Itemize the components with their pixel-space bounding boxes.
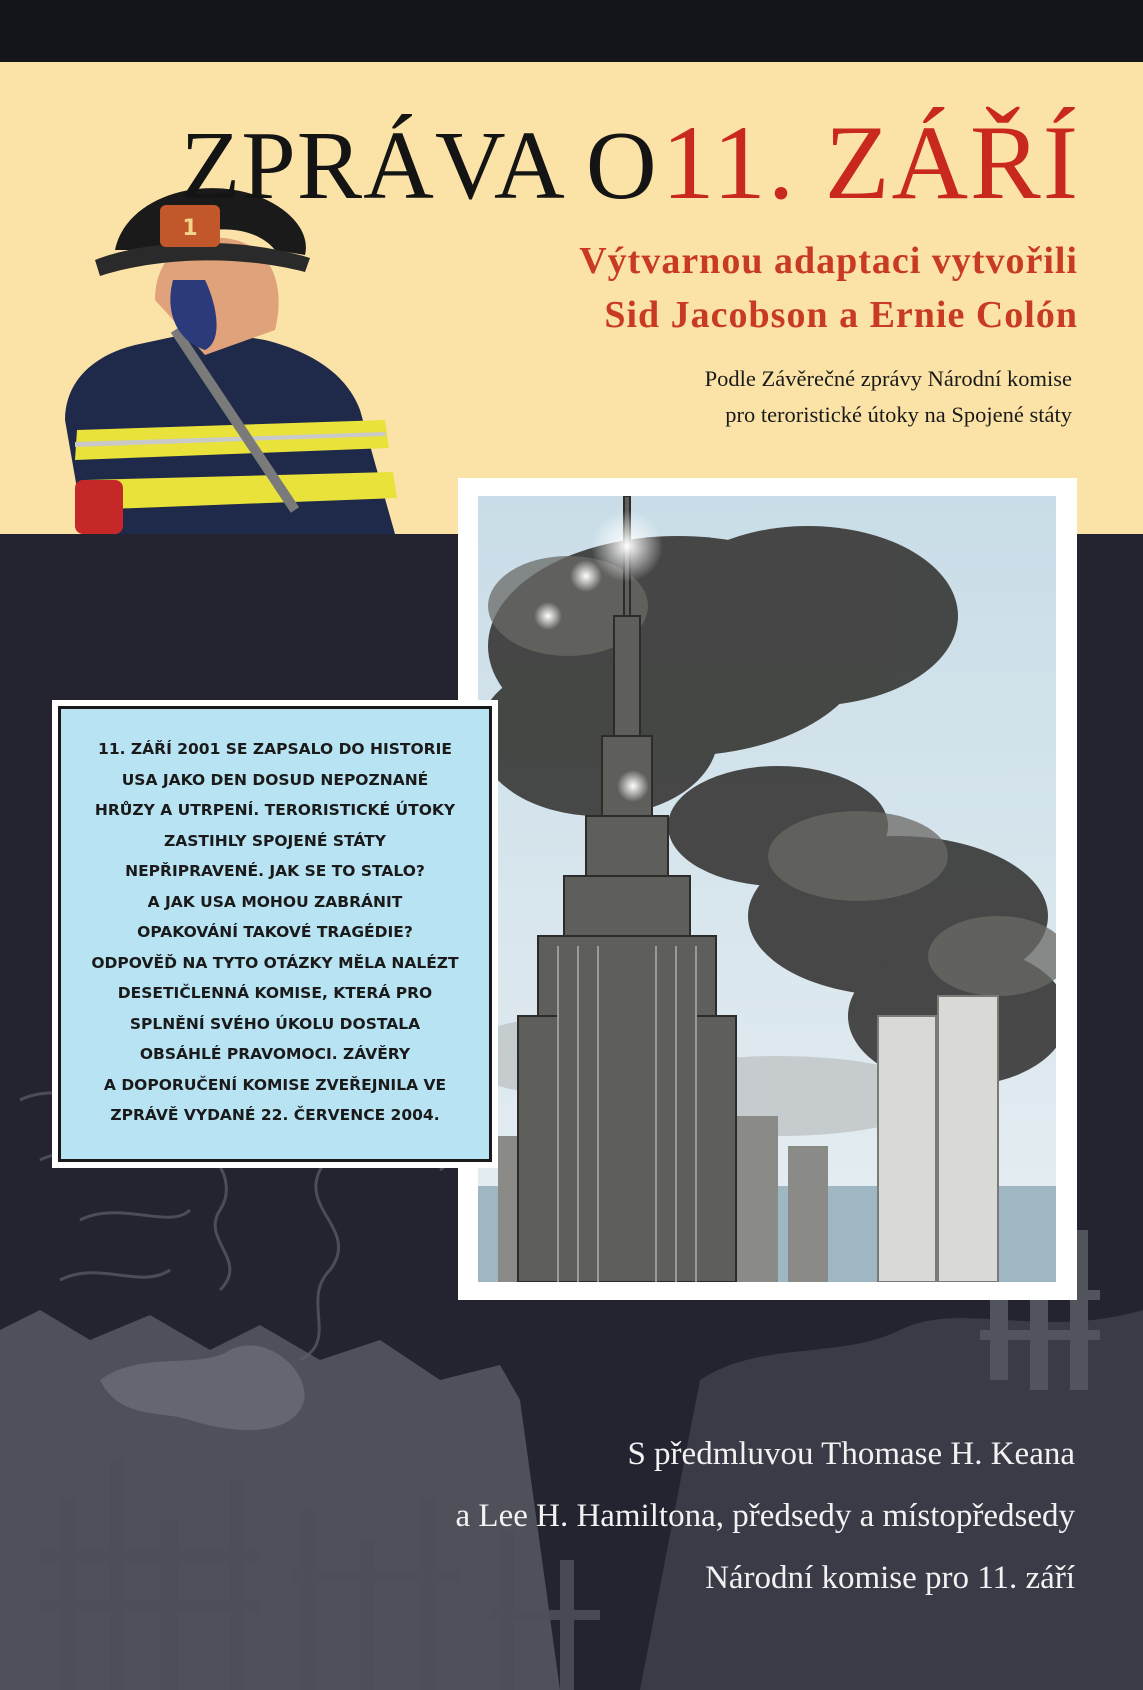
caption-line: DESETIČLENNÁ KOMISE, KTERÁ PRO [117,984,433,1002]
caption-line: NEPŘIPRAVENÉ. JAK SE TO STALO? [125,862,425,880]
foreword-line-2: a Lee H. Hamiltona, předsedy a místopředsedy [455,1498,1075,1534]
caption-line: HRŮZY A UTRPENÍ. TERORISTICKÉ ÚTOKY [94,801,456,819]
caption-line: A DOPORUČENÍ KOMISE ZVEŘEJNILA VE [103,1075,447,1094]
firefighter-illustration [55,180,405,534]
empire-state-building-illustration [478,496,1056,1282]
caption-line: ZASTIHLY SPOJENÉ STÁTY [164,831,386,850]
top-dark-band [0,0,1143,62]
title-black-part: ZPRÁVA O [180,112,658,220]
caption-line: OPAKOVÁNÍ TAKOVÉ TRAGÉDIE? [137,923,413,941]
source-line-2: pro teroristické útoky na Spojené státy [725,402,1072,427]
caption-line: SPLNĚNÍ SVÉHO ÚKOLU DOSTALA [129,1014,421,1033]
foreword-line-3: Národní komise pro 11. září [705,1560,1075,1596]
adaptation-line-1: Výtvarnou adaptaci vytvořili [579,240,1078,282]
source-line-1: Podle Závěrečné zprávy Národní komise [704,366,1072,391]
caption-box [52,700,498,1168]
adaptation-line-2: Sid Jacobson a Ernie Colón [604,294,1078,336]
svg-text:1: 1 [182,216,198,241]
book-title [0,104,1080,221]
caption-line: USA JAKO DEN DOSUD NEPOZNANÉ [121,770,429,789]
caption-panel [58,706,492,1162]
title-red-part: 11. ZÁŘÍ [661,104,1080,221]
caption-line: OBSÁHLÉ PRAVOMOCI. ZÁVĚRY [139,1045,411,1063]
caption-line: 11. ZÁŘÍ 2001 SE ZAPSALO DO HISTORIE [98,740,452,758]
caption-line: ZPRÁVĚ VYDANÉ 22. ČERVENCE 2004. [110,1106,440,1124]
caption-line: A JAK USA MOHOU ZABRÁNIT [147,892,403,911]
caption-line: ODPOVĚĎ NA TYTO OTÁZKY MĚLA NALÉZT [91,953,459,972]
foreword-line-1: S předmluvou Thomase H. Keana [627,1436,1075,1472]
